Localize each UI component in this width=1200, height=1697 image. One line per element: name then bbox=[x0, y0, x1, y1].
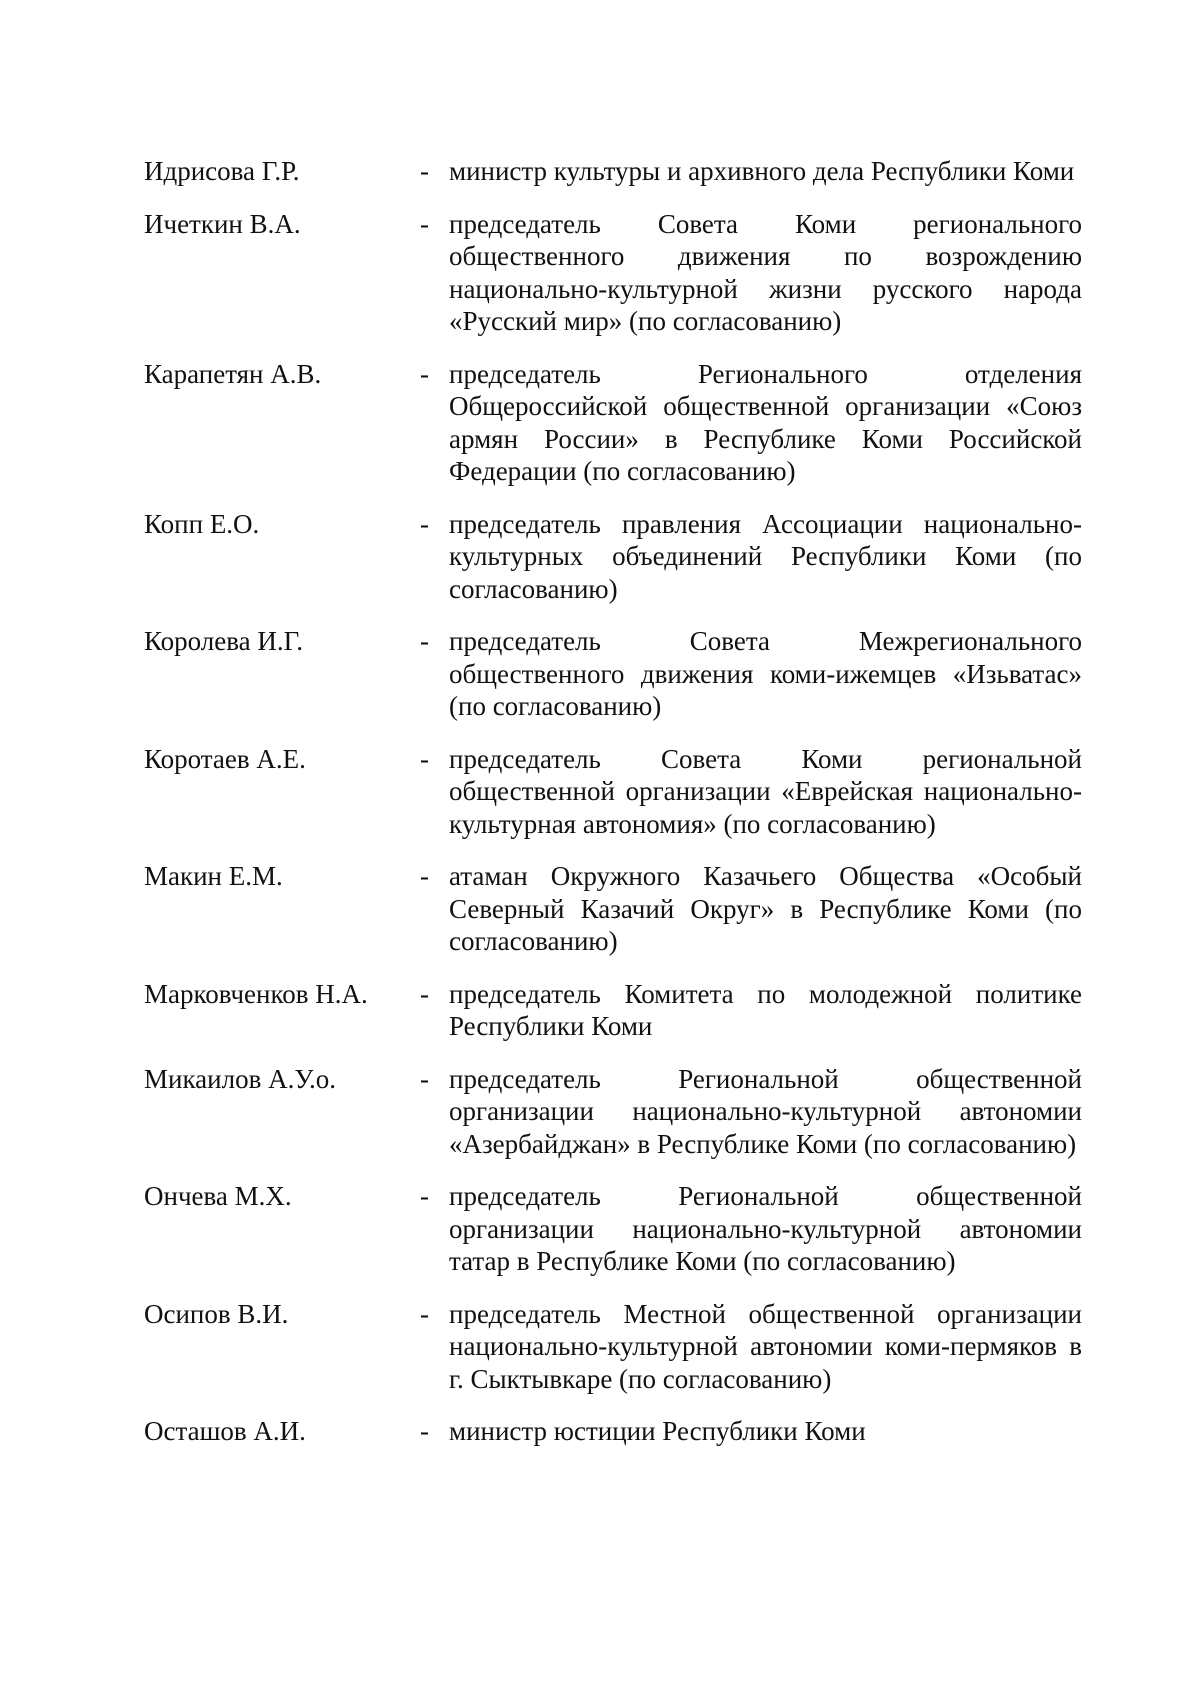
member-name: Осипов В.И. bbox=[144, 1298, 289, 1329]
list-item bbox=[144, 625, 1082, 723]
dash-separator: - bbox=[420, 743, 429, 774]
member-position: председатель правления Ассоциации национально-культурных объединений Республики Коми (по согласованию) bbox=[449, 508, 1082, 604]
member-name: Марковченков Н.А. bbox=[144, 978, 368, 1009]
member-position: председатель Местной общественной организации национально-культурной автономии коми-пермяков в г. Сыктывкаре (по согласованию) bbox=[449, 1298, 1082, 1394]
member-name: Королева И.Г. bbox=[144, 626, 303, 656]
member-position: председатель Региональной общественной организации национально-культурной автономии татар в Республике Коми (по согласованию) bbox=[449, 1181, 1082, 1276]
list-item bbox=[144, 1298, 1082, 1396]
member-list bbox=[144, 155, 1082, 1468]
member-position: председатель Комитета по молодежной политике Республики Коми bbox=[449, 978, 1082, 1041]
list-item bbox=[144, 743, 1082, 841]
member-name: Карапетян А.В. bbox=[144, 358, 322, 389]
list-item bbox=[144, 1180, 1082, 1278]
member-name: Копп Е.О. bbox=[144, 508, 260, 539]
dash-separator: - bbox=[420, 156, 429, 186]
member-position: председатель Регионального отделения Общероссийской общественной организации «Союз армян России» в Республике Коми Российской Федерации (по согласованию) bbox=[449, 358, 1082, 486]
member-position: председатель Совета Коми регионального общественного движения по возрождению национально-культурной жизни русского народа «Русский мир» (по согласованию) bbox=[449, 208, 1082, 336]
dash-separator: - bbox=[420, 358, 429, 389]
member-position: атаман Окружного Казачьего Общества «Особый Северный Казачий Округ» в Республике Коми (по согласованию) bbox=[449, 861, 1082, 956]
list-item bbox=[144, 358, 1082, 488]
member-name: Ичеткин В.А. bbox=[144, 208, 301, 239]
member-position: председатель Региональной общественной организации национально-культурной автономии «Азербайджан» в Республике Коми (по согласованию) bbox=[449, 1063, 1082, 1159]
dash-separator: - bbox=[420, 1063, 429, 1094]
dash-separator: - bbox=[420, 861, 429, 891]
list-item bbox=[144, 978, 1082, 1043]
list-item bbox=[144, 155, 1082, 188]
member-position: министр юстиции Республики Коми bbox=[449, 1416, 866, 1446]
list-item bbox=[144, 208, 1082, 338]
dash-separator: - bbox=[420, 626, 429, 656]
member-name: Коротаев А.Е. bbox=[144, 743, 306, 774]
member-position: председатель Совета Межрегионального общественного движения коми-ижемцев «Изьватас» (по согласованию) bbox=[449, 626, 1082, 721]
dash-separator: - bbox=[420, 1416, 429, 1446]
list-item bbox=[144, 508, 1082, 606]
member-name: Макин Е.М. bbox=[144, 861, 283, 891]
list-item bbox=[144, 1415, 1082, 1448]
dash-separator: - bbox=[420, 1298, 429, 1329]
member-name: Идрисова Г.Р. bbox=[144, 156, 300, 186]
member-position: министр культуры и архивного дела Республики Коми bbox=[449, 156, 1075, 186]
dash-separator: - bbox=[420, 1181, 429, 1211]
member-name: Ончева М.Х. bbox=[144, 1181, 292, 1211]
dash-separator: - bbox=[420, 508, 429, 539]
list-item bbox=[144, 860, 1082, 958]
member-position: председатель Совета Коми региональной общественной организации «Еврейская национально-культурная автономия» (по согласованию) bbox=[449, 743, 1082, 839]
member-name: Микаилов А.У.о. bbox=[144, 1063, 337, 1094]
list-item bbox=[144, 1063, 1082, 1161]
dash-separator: - bbox=[420, 208, 429, 239]
member-name: Осташов А.И. bbox=[144, 1416, 306, 1446]
dash-separator: - bbox=[420, 978, 429, 1009]
